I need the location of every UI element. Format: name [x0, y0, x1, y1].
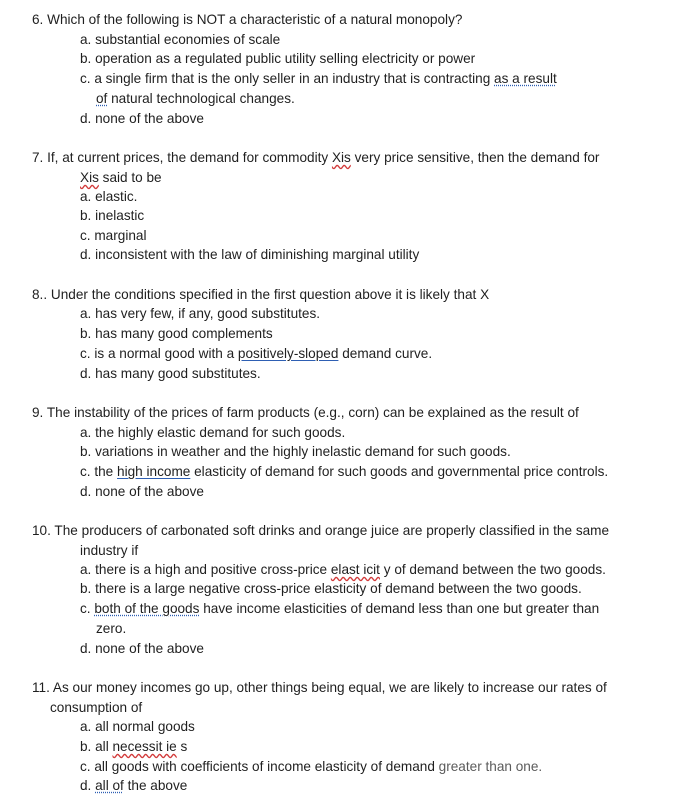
question-9-option-d: d. none of the above — [80, 484, 204, 499]
question-8-stem: 8.. Under the conditions specified in the first question above it is likely that X — [32, 287, 490, 302]
question-6-option-c-continued: of natural technological changes. — [96, 91, 295, 106]
question-11-option-d: d. all of the above — [80, 778, 188, 793]
question-10-option-c-continued: zero. — [96, 621, 127, 636]
question-6-stem: 6. Which of the following is NOT a characteristic of a natural monopoly? — [32, 12, 463, 27]
question-6-option-c: c. a single firm that is the only seller in an industry that is contracting as a result — [80, 71, 557, 86]
question-9-option-c: c. the high income elasticity of demand for such goods and governmental price controls. — [80, 464, 609, 479]
question-11-option-a: a. all normal goods — [80, 719, 195, 734]
question-8-option-d: d. has many good substitutes. — [80, 366, 261, 381]
question-11-stem-continued: consumption of — [50, 700, 143, 715]
question-8-option-c: c. is a normal good with a positively-sloped demand curve. — [80, 346, 433, 361]
question-6-option-a: a. substantial economies of scale — [80, 32, 281, 47]
question-9-stem: 9. The instability of the prices of farm products (e.g., corn) can be explained as the result of — [32, 405, 579, 420]
question-7-option-a: a. elastic. — [80, 189, 138, 204]
question-10-option-d: d. none of the above — [80, 641, 204, 656]
question-11-option-c: c. all goods with coefficients of income elasticity of demand greater than one. — [80, 759, 543, 774]
question-10-option-b: b. there is a large negative cross-price elasticity of demand between the two goods. — [80, 581, 582, 596]
question-6-option-b: b. operation as a regulated public utility selling electricity or power — [80, 51, 476, 66]
question-10-option-c: c. both of the goods have income elasticities of demand less than one but greater than — [80, 601, 600, 616]
question-6-option-d: d. none of the above — [80, 111, 204, 126]
question-10-stem: 10. The producers of carbonated soft drinks and orange juice are properly classified in the same — [32, 523, 610, 538]
question-7-stem: 7. If, at current prices, the demand for commodity Xis very price sensitive, then the demand for — [32, 150, 600, 165]
question-11-option-b: b. all necessit ie s — [80, 739, 188, 754]
question-7-option-b: b. inelastic — [80, 208, 145, 223]
question-7-stem-continued: Xis said to be — [80, 170, 162, 185]
question-10-stem-continued: industry if — [80, 543, 139, 558]
question-7-option-c: c. marginal — [80, 228, 147, 243]
question-9-option-b: b. variations in weather and the highly inelastic demand for such goods. — [80, 444, 511, 459]
question-10-option-a: a. there is a high and positive cross-price elast icit y of demand between the two goods. — [80, 562, 606, 577]
question-11-stem: 11. As our money incomes go up, other things being equal, we are likely to increase our rates of — [32, 680, 607, 695]
question-9-option-a: a. the highly elastic demand for such goods. — [80, 425, 346, 440]
question-8-option-a: a. has very few, if any, good substitutes. — [80, 306, 321, 321]
question-7-option-d: d. inconsistent with the law of diminishing marginal utility — [80, 247, 420, 262]
question-8-option-b: b. has many good complements — [80, 326, 273, 341]
